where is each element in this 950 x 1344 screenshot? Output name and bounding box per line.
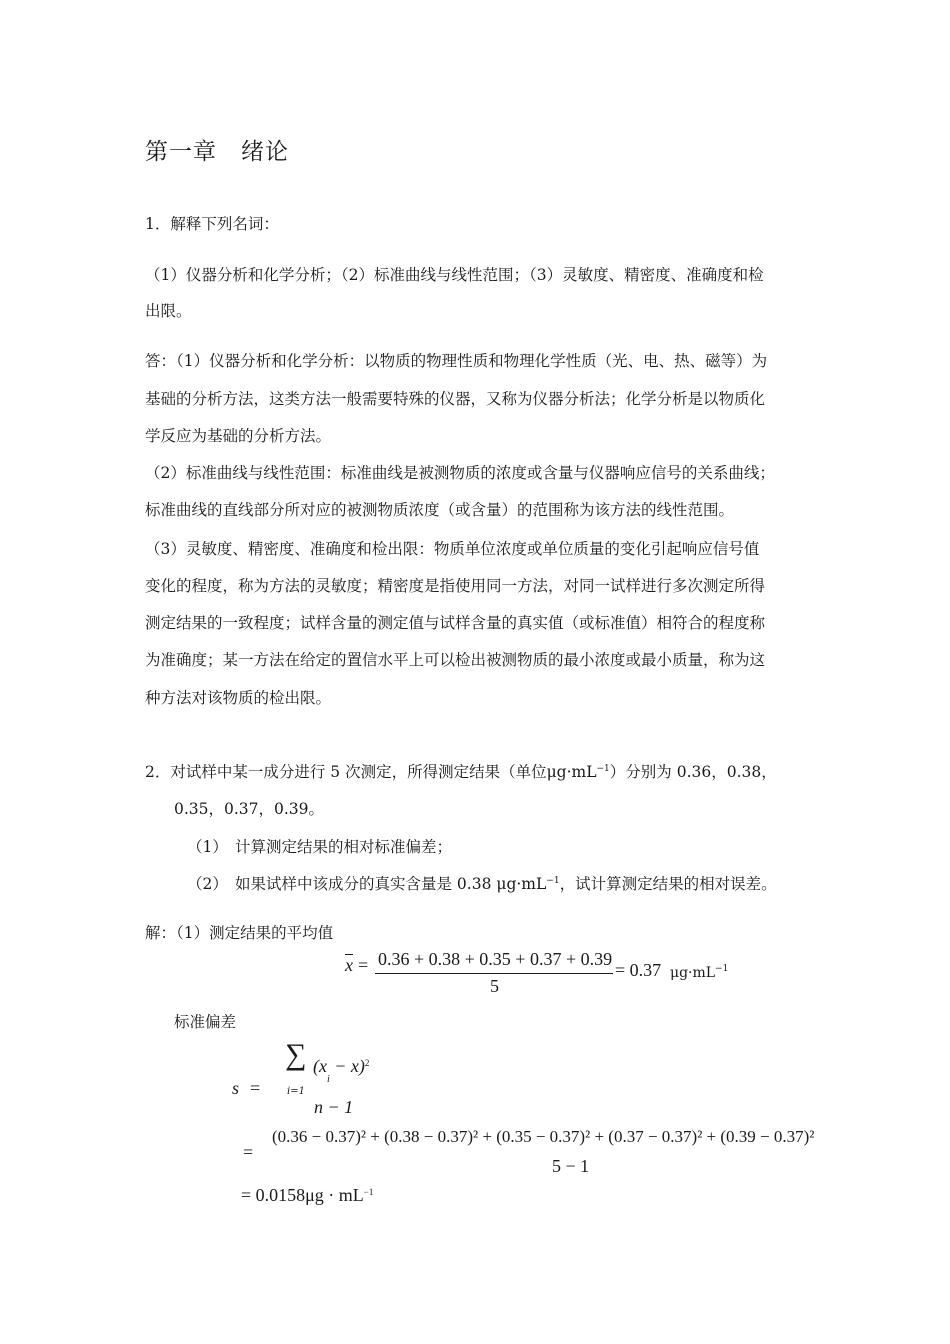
mean-equals: = xyxy=(358,955,369,975)
q2-item-1-number: （1） xyxy=(187,838,228,856)
q2-item-1-text: 计算测定结果的相对标准偏差； xyxy=(235,838,453,856)
chapter-title: 第一章 绪论 xyxy=(145,139,289,165)
solution-intro: 解：（1）测定结果的平均值 xyxy=(145,924,334,942)
q1-answer-line: 测定结果的一致程度；试样含量的测定值与试样含量的真实值（或标准值）相符合的程度称 xyxy=(145,614,766,632)
q2-item-2-text: 如果试样中该成分的真实含量是 0.38 $\mu g\cdot mL^{-1}$，试计算测定结果的相对误差。 xyxy=(235,875,777,893)
mean-fraction-line xyxy=(375,973,613,974)
std-result: = $0.0158\mu g \cdot mL^{-1}$ xyxy=(241,1185,374,1205)
q1-answer-line: 变化的程度，称为方法的灵敏度；精密度是指使用同一方法，对同一试样进行多次测定所得 xyxy=(145,577,766,595)
q1-answer-line: （3）灵敏度、精密度、准确度和检出限：物质单位浓度或单位质量的变化引起响应信号值 xyxy=(145,540,760,558)
mean-lhs: $\overline{x}$ xyxy=(345,955,353,975)
mean-result: = 0.37 xyxy=(615,960,662,980)
q2-item-2-number: （2） xyxy=(187,875,228,893)
q1-answer-line: （2）标准曲线与线性范围：标准曲线是被测物质的浓度或含量与仪器响应信号的关系曲线； xyxy=(145,464,775,482)
q1-answer-line: 答：（1）仪器分析和化学分析：以物质的物理性质和物理化学性质（光、电、热、磁等）为 xyxy=(145,352,768,370)
q1-answer-line: 种方法对该物质的检出限。 xyxy=(145,689,332,707)
q1-answer-line: 为准确度；某一方法在给定的置信水平上可以检出被测物质的最小浓度或最小质量，称为这 xyxy=(145,651,766,669)
q1-answer-line: 基础的分析方法，这类方法一般需要特殊的仪器，又称为仪器分析法；化学分析是以物质化 xyxy=(145,390,766,408)
mean-denominator: 5 xyxy=(490,976,499,996)
q1-header: 1．解释下列名词： xyxy=(145,215,279,233)
q2-line-2: 0.35，0.37，0.39。 xyxy=(174,800,325,818)
std-term: $(x_i - x)^2$ xyxy=(313,1056,370,1085)
sigma-symbol: ∑ xyxy=(285,1038,307,1071)
q2-line-1: 2．对试样中某一成分进行 5 次测定，所得测定结果（单位$\mu g\cdot mL^{-1}$）分别为 0.36，0.38， xyxy=(145,763,777,781)
std-denominator: n − 1 xyxy=(314,1097,354,1117)
std-equals-2: = xyxy=(243,1142,254,1162)
std-numerator-2: (0.36 − 0.37)² + (0.38 − 0.37)² + (0.35 − 0.37)² + (0.37 − 0.37)² + (0.39 − 0.37)² xyxy=(272,1127,815,1146)
sigma-lower-bound: i=1 xyxy=(287,1086,305,1097)
q1-answer-line: 学反应为基础的分析方法。 xyxy=(145,427,332,445)
q1-sub-line-2: 出限。 xyxy=(145,302,192,320)
std-equals: = xyxy=(250,1078,261,1098)
q1-sub-line-1: （1）仪器分析和化学分析；（2）标准曲线与线性范围；（3）灵敏度、精密度、准确度和检 xyxy=(145,266,764,284)
q1-answer-line: 标准曲线的直线部分所对应的被测物质浓度（或含量）的范围称为该方法的线性范围。 xyxy=(145,501,735,519)
mean-numerator: 0.36 + 0.38 + 0.35 + 0.37 + 0.39 xyxy=(378,949,613,969)
mean-unit: $\mu g\cdot mL^{-1}$ xyxy=(670,964,729,981)
std-label: 标准偏差 xyxy=(174,1013,237,1031)
std-lhs: s xyxy=(232,1078,240,1098)
std-denominator-2: 5 − 1 xyxy=(552,1156,590,1176)
